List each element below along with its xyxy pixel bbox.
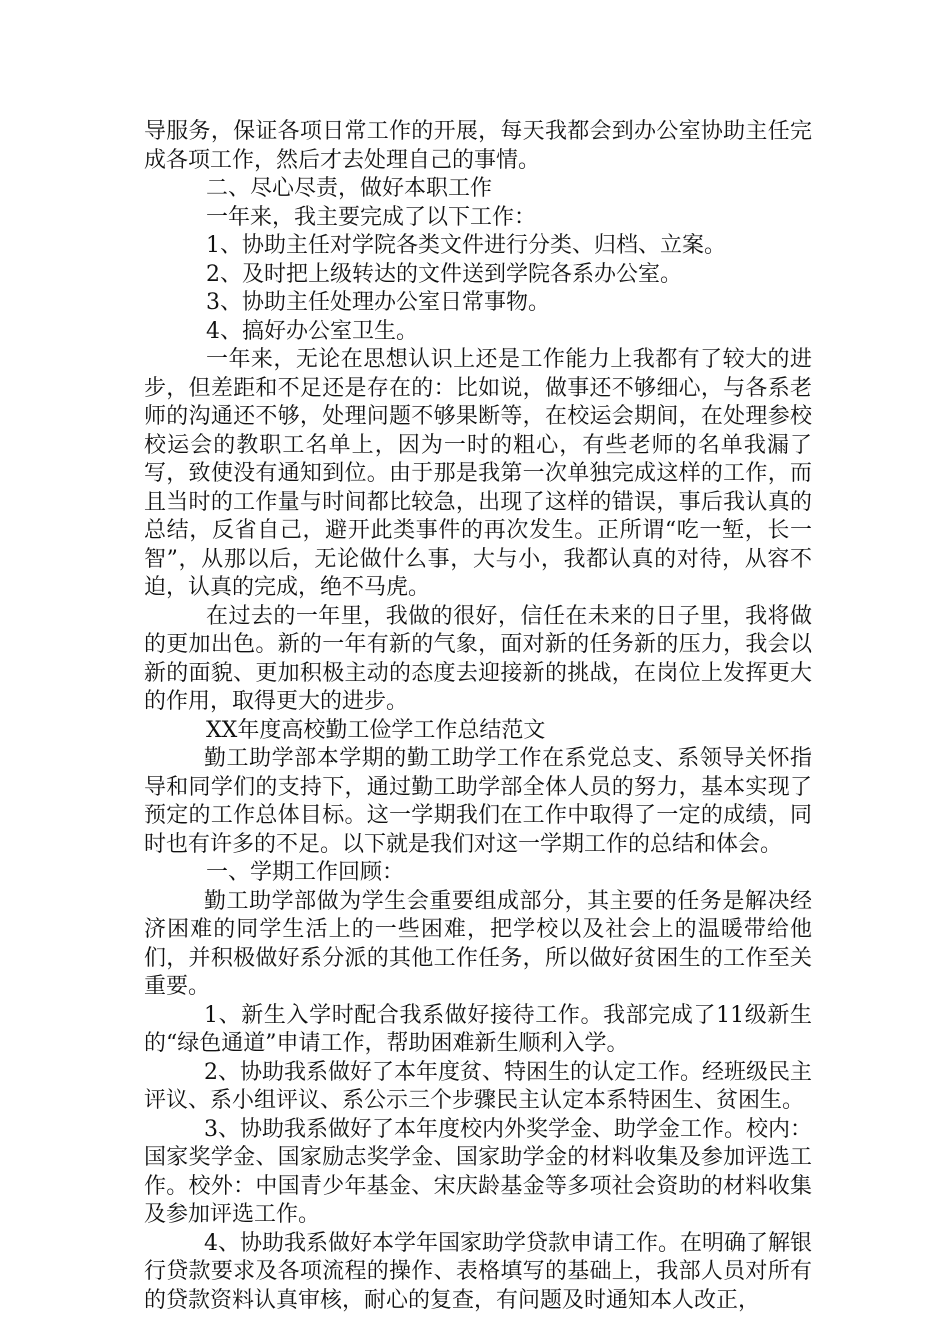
list-item: 1、协助主任对学院各类文件进行分类、归档、立案。: [206, 233, 726, 258]
list-item: 2、及时把上级转达的文件送到学院各系办公室。: [206, 261, 682, 287]
paragraph-outlook: 在过去的一年里，我做的很好，信任在未来的日子里，我将做的更加出色。新的一年有新的气象，面对新的任务新的压力，我会以新的面貌、更加积极主动的态度去迎接新的挑战，在岗位上发挥更大的作用，取得更大的进步。: [144, 603, 812, 714]
list-item: 4、搞好办公室卫生。: [206, 318, 418, 344]
list-item: 4、协助我系做好本学年国家助学贷款申请工作。在明确了解银行贷款要求及各项流程的操作、表格填写的基础上，我部人员对所有的贷款资料认真审核，耐心的复查，有问题及时通知本人改正，: [144, 1230, 812, 1313]
document-body: [144, 118, 812, 1315]
paragraph-role: 勤工助学部做为学生会重要组成部分，其主要的任务是解决经济困难的同学生活上的一些困难，把学校以及社会上的温暖带给他们，并积极做好系分派的其他工作任务，所以做好贫困生的工作至关重要。: [144, 888, 812, 999]
paragraph-summary: 勤工助学部本学期的勤工助学工作在系党总支、系领导关怀指导和同学们的支持下，通过勤工助学部全体人员的努力，基本实现了预定的工作总体目标。这一学期我们在工作中取得了一定的成绩，同时也有许多的不足。以下就是我们对这一学期工作的总结和体会。: [144, 746, 812, 857]
list-item: 3、协助我系做好了本年度校内外奖学金、助学金工作。校内：国家奖学金、国家励志奖学金、国家助学金的材料收集及参加评选工作。校外：中国青少年基金、宋庆龄基金等多项社会资助的材料收集及参加评选工作。: [144, 1116, 812, 1227]
paragraph-continuation: 导服务，保证各项日常工作的开展，每天我都会到办公室协助主任完成各项工作，然后才去处理自己的事情。: [144, 119, 812, 173]
heading-section-two: 二、尽心尽责，做好本职工作: [206, 176, 493, 201]
paragraph-reflection: 一年来，无论在思想认识上还是工作能力上我都有了较大的进步，但差距和不足还是存在的：比如说，做事还不够细心，与各系老师的沟通还不够，处理问题不够果断等，在校运会期间，在处理参校校运会的教职工名单上，因为一时的粗心，有些老师的名单我漏了写，致使没有通知到位。由于那是我第一次单独完成这样的工作，而且当时的工作量与时间都比较急，出现了这样的错误，事后我认真的总结，反省自己，避开此类事件的再次发生。正所谓“吃一堑，长一智”，从那以后，无论做什么事，大与小，我都认真的对待，从容不迫，认真的完成，绝不马虎。: [144, 347, 812, 600]
list-item: 2、协助我系做好了本年度贫、特困生的认定工作。经班级民主评议、系小组评议、系公示三个步骤民主认定本系特困生、贫困生。: [144, 1059, 812, 1113]
heading-review: 一、学期工作回顾：: [206, 860, 405, 885]
list-item: 1、新生入学时配合我系做好接待工作。我部完成了11级新生的“绿色通道”申请工作，帮助困难新生顺利入学。: [144, 1002, 812, 1056]
list-item: 3、协助主任处理办公室日常事物。: [206, 290, 550, 315]
paragraph-intro: 一年来，我主要完成了以下工作：: [206, 204, 537, 230]
article-title: XX年度高校勤工俭学工作总结范文: [206, 717, 546, 743]
